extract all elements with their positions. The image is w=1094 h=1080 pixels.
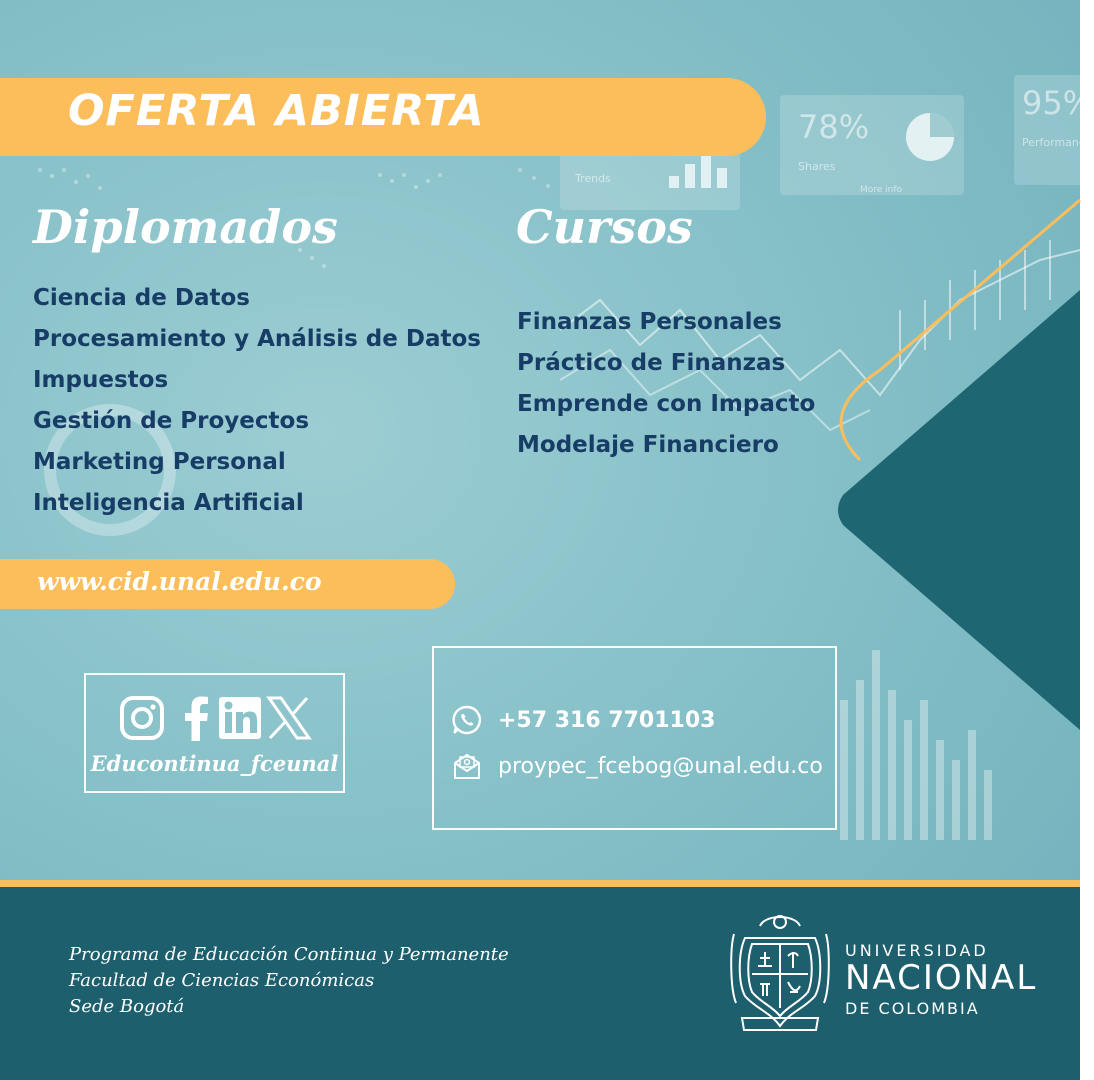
diplomados-list [33,278,481,524]
social-media-box [84,673,345,793]
diplomado-item: Gestión de Proyectos [33,408,310,434]
university-seal-logo [730,908,830,1034]
bg-stat-value: 78% [798,108,870,146]
bg-stat-label: Shares [798,160,836,173]
bg-trends-label: Trends [575,172,611,185]
phone-row [452,702,715,738]
footer-campus: Sede Bogotá [69,996,185,1017]
email-row [452,748,823,784]
diplomado-item: Inteligencia Artificial [33,490,304,516]
bg-stat-value-2: 95% [1022,84,1094,122]
university-line-3: DE COLOMBIA [845,999,980,1018]
bar-chart-icon [665,150,735,190]
curso-item: Modelaje Financiero [517,432,779,458]
instagram-icon[interactable] [119,695,165,741]
linkedin-icon[interactable] [217,695,263,741]
decorative-triangle [833,290,1080,730]
university-line-2: NACIONAL [845,958,1038,998]
website-link[interactable]: www.cid.unal.edu.co [37,567,322,596]
whatsapp-icon [452,705,482,735]
email-icon [452,751,482,781]
diplomados-title: Diplomados [33,200,338,254]
curso-item: Emprende con Impacto [517,391,816,417]
university-line-1: UNIVERSIDAD [845,941,989,960]
banner-title: OFERTA ABIERTA [68,86,485,136]
contact-box [432,646,837,830]
curso-item: Finanzas Personales [517,309,782,335]
footer-faculty: Facultad de Ciencias Económicas [69,970,375,991]
pie-chart-icon [900,105,960,165]
diplomado-item: Ciencia de Datos [33,285,250,311]
social-handle: Educontinua_fceunal [90,751,339,776]
email-address[interactable]: proypec_fcebog@unal.edu.co [498,753,823,779]
footer-divider [0,880,1080,887]
bg-stat-label-2: Performance [1022,136,1092,149]
curso-item: Práctico de Finanzas [517,350,786,376]
diplomado-item: Impuestos [33,367,169,393]
cursos-title: Cursos [516,200,693,254]
diplomado-item: Marketing Personal [33,449,286,475]
footer-program: Programa de Educación Continua y Permanente [69,944,509,965]
x-icon[interactable] [266,695,312,741]
facebook-icon[interactable] [173,695,219,741]
bg-more-info: More info [860,185,903,195]
phone-number[interactable]: +57 316 7701103 [498,707,716,733]
cursos-list [517,302,815,466]
diplomado-item: Procesamiento y Análisis de Datos [33,326,481,352]
